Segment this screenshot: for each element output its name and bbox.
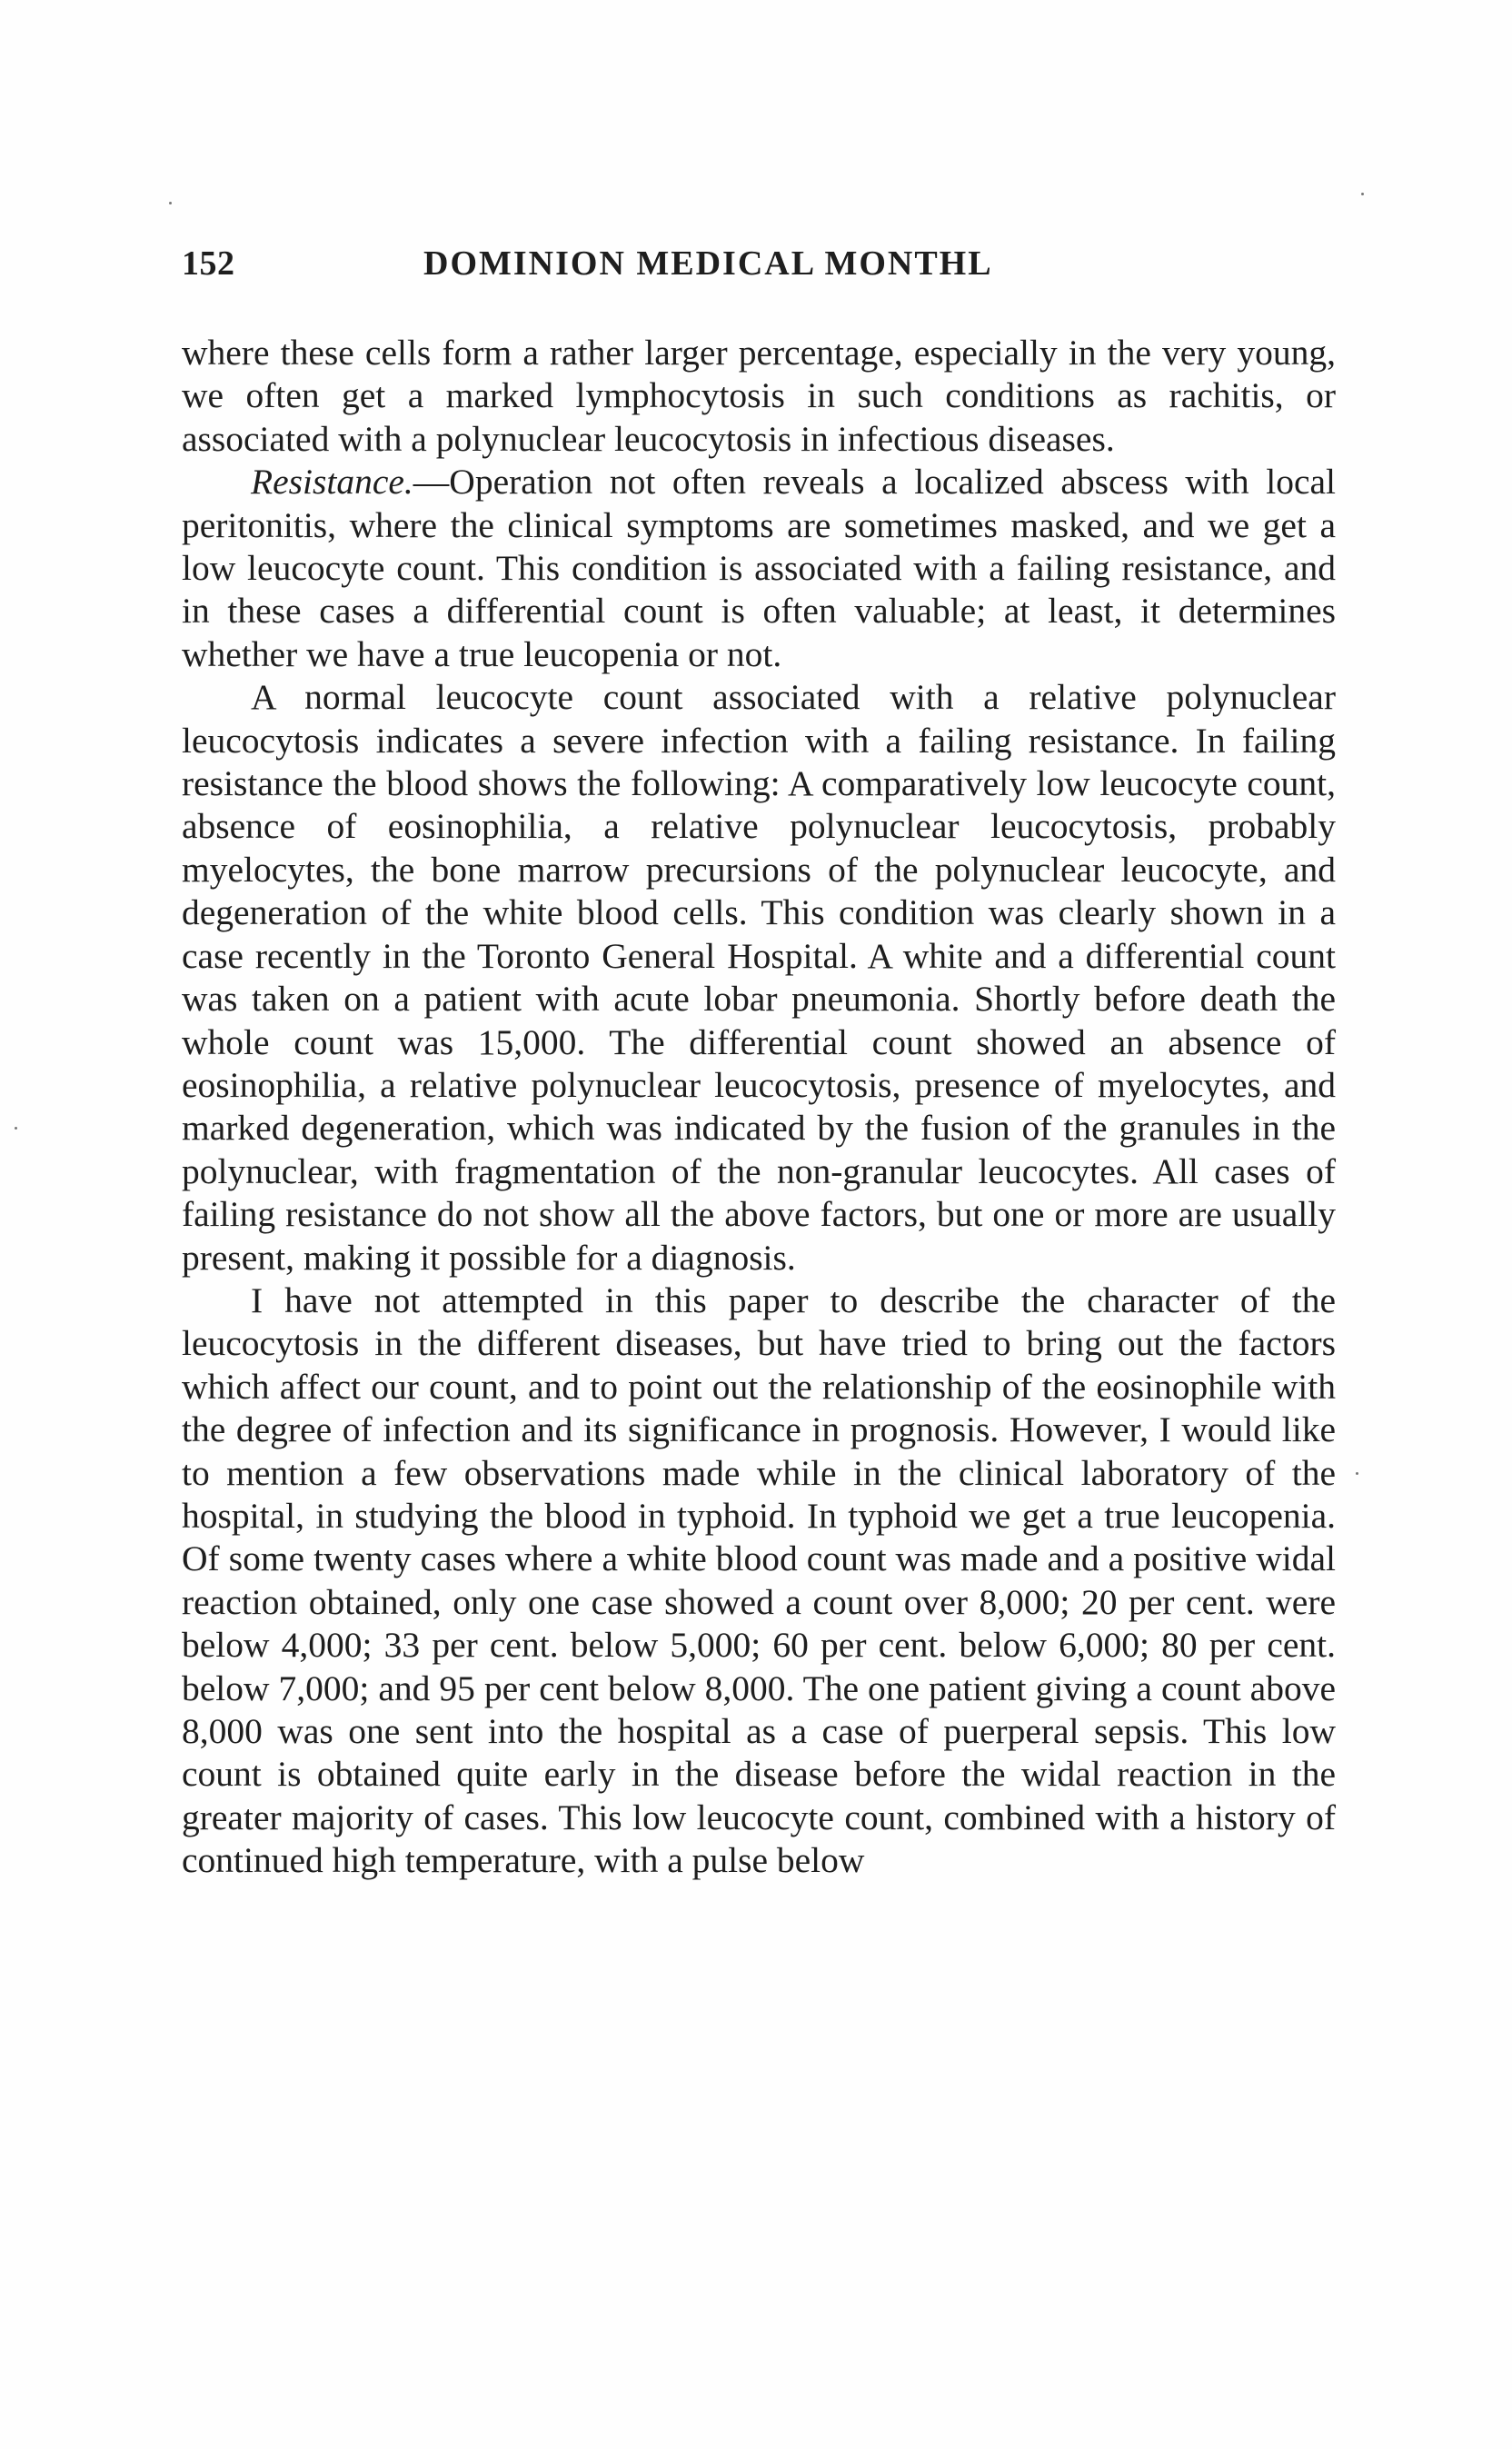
section-heading-resistance: Resistance. [251, 462, 413, 503]
paragraph-text: I have not attempted in this paper to describe the character of the leucocytosis in the different diseases, but have tried to bring out the factors which affect our count, and to point out the relationship of the eosinophile with the degree of infection and its significance in prognosis. However, I would like to mention a few observations made while in the clinical laboratory of the hospital, in studying the blood in typhoid. In typhoid we get a true leucopenia. Of some twenty cases where a white blood count was made and a positive widal reaction obtained, only one case showed a count over 8,000; 20 per cent. were below 4,000; 33 per cent. below 5,000; 60 per cent. below 6,000; 80 per cent. below 7,000; and 95 per cent below 8,000. The one patient giving a count above 8,000 was one sent into the hospital as a case of puerperal sepsis. This low count is obtained quite early in the disease before the widal reaction in the greater majority of cases. This low leucocyte count, combined with a history of continued high temperature, with a pulse below [182, 1279, 1336, 1881]
paragraph-typhoid [182, 1279, 1336, 1883]
paragraph-lymphocytosis [182, 332, 1336, 461]
paragraph-failing-resistance [182, 676, 1336, 1279]
paragraph-resistance [182, 461, 1336, 676]
scan-speck [1356, 1472, 1358, 1475]
paragraph-text: —Operation not often reveals a localized abscess with local peritonitis, where the clinical symptoms are sometimes masked, and we get a low leucocyte count. This condition is associated with a failing resistance, and in these cases a differential count is often valuable; at least, it determines whether we have a true leucopenia or not. [182, 462, 1336, 674]
scan-speck [169, 202, 172, 204]
page-header [182, 244, 1336, 298]
paragraph-text: A normal leucocyte count associated with a relative polynuclear leucocytosis indicates a severe infection with a failing resistance. In failing resistance the blood shows the following: A comparatively low leucocyte count, absence of eosinophilia, a relative polynuclear leucocytosis, probably myelocytes, the bone marrow precursions of the polynuclear leucocyte, and degeneration of the white blood cells. This condition was clearly shown in a case recently in the Toronto General Hospital. A white and a differential count was taken on a patient with acute lobar pneumonia. Shortly before death the whole count was 15,000. The differential count showed an absence of eosinophilia, a relative polynuclear leucocytosis, presence of myelocytes, and marked degeneration, which was indicated by the fusion of the granules in the polynuclear, with fragmentation of the non-granular leucocytes. All cases of failing resistance do not show all the above factors, but one or more are usually present, making it possible for a diagnosis. [182, 677, 1336, 1278]
scan-speck [15, 1127, 17, 1130]
page-number: 152 [182, 244, 235, 283]
article-body [182, 332, 1336, 1883]
paragraph-text: where these cells form a rather larger percentage, especially in the very young, we often get a marked lymphocytosis in such conditions as rachitis, or associated with a polynuclear leucocytosis in infectious diseases. [182, 333, 1336, 459]
scan-speck [1361, 193, 1364, 195]
running-title: DOMINION MEDICAL MONTHL [423, 244, 993, 283]
